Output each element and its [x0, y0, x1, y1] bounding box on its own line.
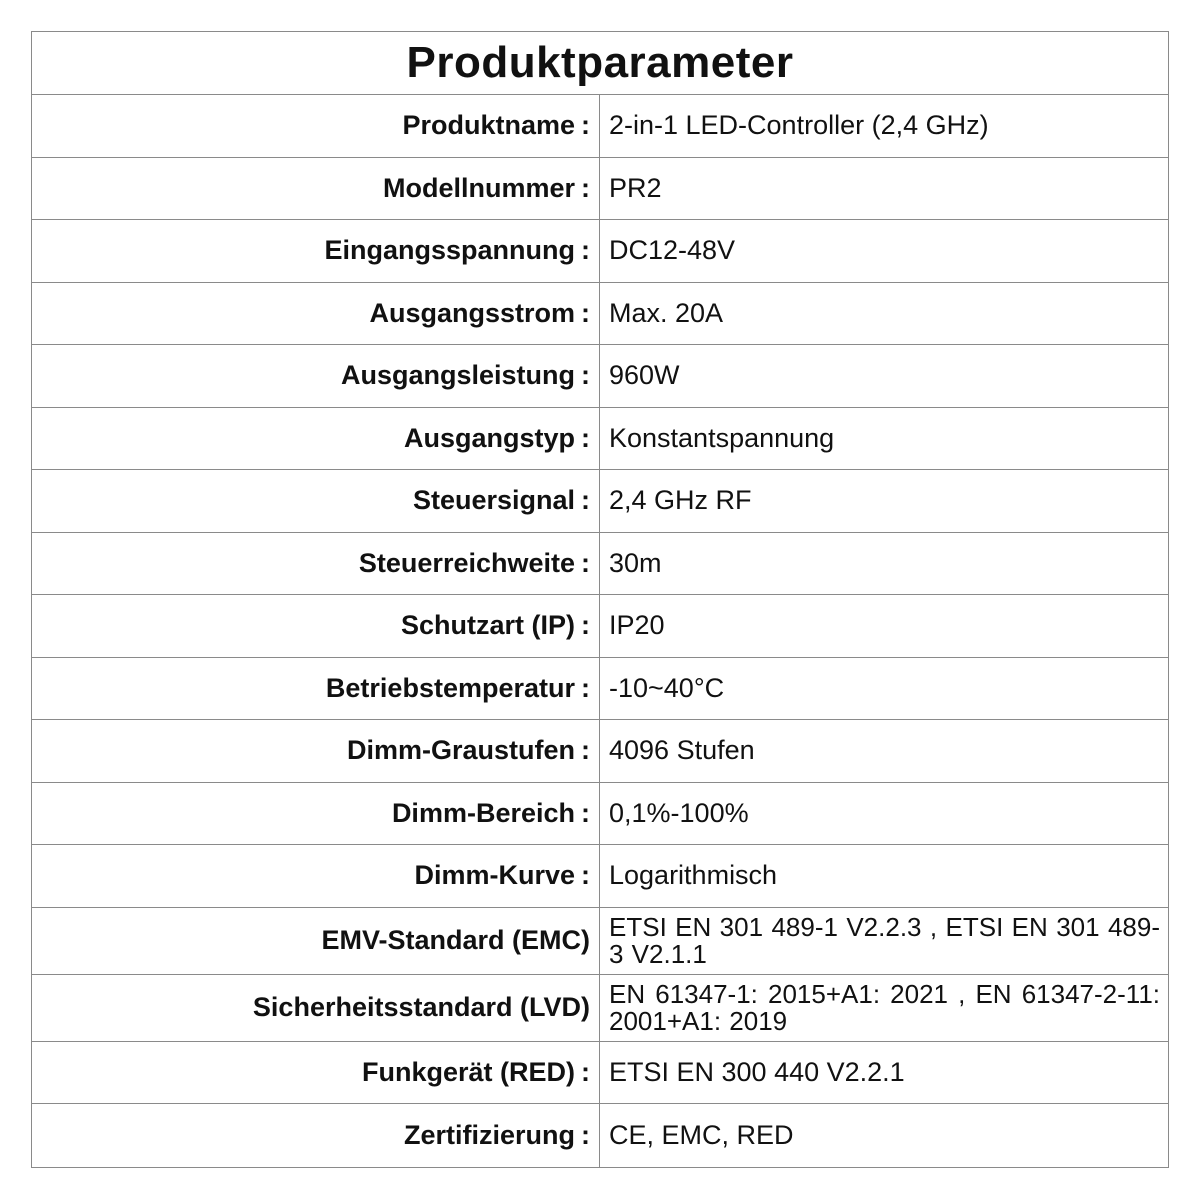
row-label: Dimm-Bereich : [32, 783, 600, 845]
row-label: Produktname : [32, 95, 600, 157]
table-row-dimm-bereich [32, 783, 1168, 846]
table-row-ausgangsleistung [32, 345, 1168, 408]
row-label: Dimm-Graustufen : [32, 720, 600, 782]
row-label: Ausgangstyp : [32, 408, 600, 470]
table-row-produktname [32, 95, 1168, 158]
table-row-ausgangsstrom [32, 283, 1168, 346]
row-value: PR2 [609, 172, 662, 203]
table-row-emv-standard [32, 908, 1168, 975]
row-label: EMV-Standard (EMC) [32, 908, 600, 974]
table-row-sicherheitsstandard [32, 975, 1168, 1042]
table-row-dimm-graustufen [32, 720, 1168, 783]
row-value: CE, EMC, RED [609, 1119, 794, 1150]
table-row-modellnummer [32, 158, 1168, 221]
table-row-eingangsspannung [32, 220, 1168, 283]
row-label: Steuerreichweite : [32, 533, 600, 595]
row-label: Schutzart (IP) : [32, 595, 600, 657]
row-label: Steuersignal : [32, 470, 600, 532]
row-value: Max. 20A [609, 297, 724, 328]
row-label: Zertifizierung : [32, 1104, 600, 1167]
row-label: Ausgangsleistung : [32, 345, 600, 407]
row-value: IP20 [609, 610, 665, 641]
row-value: EN 61347-1: 2015+A1: 2021 , EN 61347-2-11: 2001+A1: 2019 [609, 978, 1160, 1036]
parameter-table [31, 31, 1169, 1168]
row-value: DC12-48V [609, 235, 736, 266]
table-row-steuerreichweite [32, 533, 1168, 596]
row-value: 4096 Stufen [609, 735, 755, 766]
row-value: -10~40°C [609, 672, 725, 703]
table-row-zertifizierung [32, 1104, 1168, 1167]
row-value: 30m [609, 547, 662, 578]
row-value: ETSI EN 301 489-1 V2.2.3 , ETSI EN 301 489-3 V2.1.1 [609, 911, 1160, 969]
row-value: 2,4 GHz RF [609, 485, 752, 516]
table-row-ausgangstyp [32, 408, 1168, 471]
row-label: Sicherheitsstandard (LVD) [32, 975, 600, 1041]
row-value: 0,1%-100% [609, 797, 749, 828]
row-label: Betriebstemperatur : [32, 658, 600, 720]
table-row-funkgeraet [32, 1042, 1168, 1105]
table-row-steuersignal [32, 470, 1168, 533]
row-value: 960W [609, 360, 680, 391]
row-label: Dimm-Kurve : [32, 845, 600, 907]
row-value: ETSI EN 300 440 V2.2.1 [609, 1056, 905, 1087]
table-row-schutzart [32, 595, 1168, 658]
row-label: Eingangsspannung : [32, 220, 600, 282]
row-value: Konstantspannung [609, 422, 835, 453]
table-row-dimm-kurve [32, 845, 1168, 908]
row-label: Modellnummer : [32, 158, 600, 220]
table-title: Produktparameter [32, 32, 1168, 95]
row-value: Logarithmisch [609, 860, 778, 891]
table-row-betriebstemperatur [32, 658, 1168, 721]
row-value: 2-in-1 LED-Controller (2,4 GHz) [609, 110, 989, 141]
row-label: Ausgangsstrom : [32, 283, 600, 345]
row-label: Funkgerät (RED) : [32, 1042, 600, 1104]
